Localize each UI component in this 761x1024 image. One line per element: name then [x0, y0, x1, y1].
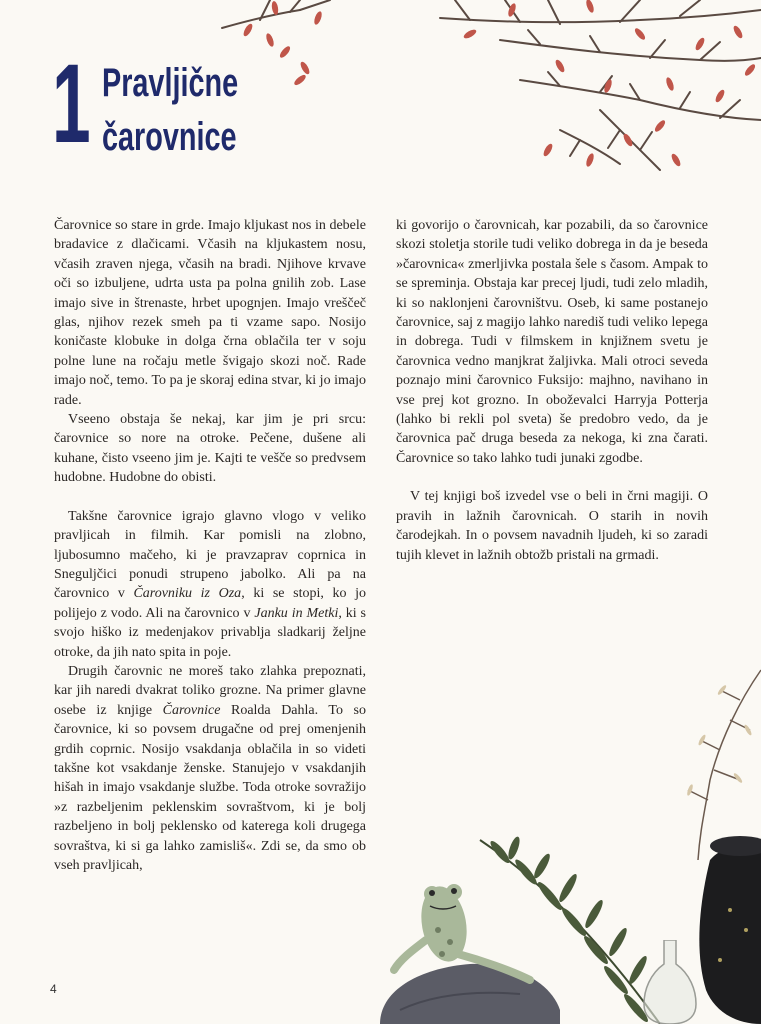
chapter-title-line-1: Pravljične: [102, 61, 239, 105]
chapter-number: 1: [52, 41, 91, 166]
text-span: Takšne čarovnice igrajo glavno vlogo v veliko pravljicah in filmih. Kar pomisli na zlobno, ljubosumno mačeho, ki je pravzaprav coprnica in Sneguljčici ponudi strupeno jabolko. Ali pa na čarovnico v: [54, 508, 366, 602]
frog-on-rock-illustration: [360, 880, 560, 1024]
right-column: [396, 216, 708, 565]
paragraph: Vseeno obstaja še nekaj, kar jim je pri srcu: čarovnice so nore na otroke. Pečene, dušene ali kuhane, čisto vseeno jim je. Kajti te veščе so predvsem hudobne. Hudobne do obisti.: [54, 412, 366, 486]
paragraph: [54, 662, 366, 875]
book-title: Čarovniku iz Oza: [133, 586, 242, 602]
chapter-title-line-2: čarovnice: [102, 115, 237, 159]
paragraph: V tej knjigi boš izvedel vse o beli in črni magiji. O pravih in lažnih čarovnicah. O starih in novih čarodejkah. In o povsem navadnih ljudeh, ki so zaradi tujih klevet in lažnih obtožb pristali na grmadi.: [396, 489, 708, 563]
text-span: Roalda Dahla. To so čarovnice, ki so povsem drugačne od prej omenjenih grdih coprnic. Nosijo vsakdanja oblačila in so videti takšne kot vsakdanje ženske. Stanujejo v vsakdanjih hišah in imajo vsakdanje službe. Toda otroke sovražijo »z razbeljenim peklenskim sovraštvom, ki je bolj razbeljeno in bolj peklensko od katerega koli drugega sovraštva, ki si ga lahko zamisliš«. Zdi se, da smo ob vseh pravljicah,: [54, 702, 366, 873]
text-span: Drugih čarovnic ne moreš tako zlahka prepoznati, kar jih naredi dvakrat toliko grozne. Na primer glavne osebe iz knjige: [54, 663, 366, 718]
page-number: 4: [50, 982, 57, 996]
book-title: Janku in Metki: [254, 605, 339, 621]
cauldron-illustration: [690, 820, 761, 1024]
left-column: [54, 216, 366, 875]
paragraph: ki govorijo o čarovnicah, kar pozabili, da so čarovnice skozi stoletja storile tudi veliko dobrega in da je beseda »čarovnica« zmerljivka postala šele s časom. Ampak to se spreminja. Obstaja kar precej ljudi, tudi zelo mladih, ki so naklonjeni čarovništvu. Oseb, ki same postanejo čarovnice, saj z magijo lahko narediš tudi veliko lepega in dobrega. Tudi v filmskem in knjižnem svetu je čarovnica vedno manjkrat žaljivka. Mali otroci seveda poznajo mini čarovnico Fuksijo: majhno, navihano in vse prej kot grozno. In oboževalci Harryja Potterja (lahko bi rekli pol sveta) še predobro vedo, da je čarovnica pač druga beseda za nekoga, ki zna čarati. Čarovnice so tako lahko tudi junaki zgodbe.: [396, 218, 708, 466]
paragraph: [54, 507, 366, 662]
text-span: , ki se stopi, ko jo polijejo z vodo. Ali na čarovnico v: [54, 586, 366, 621]
chapter-title: [102, 56, 238, 164]
text-span: , ki s svojo hiško iz medenjakov privablja sladkarij željne otroke, da jih nato spita in poje.: [54, 605, 367, 660]
paragraph: Čarovnice so stare in grde. Imajo kljukast nos in debele bradavice z dlačicami. Včasih na kljukastem nosu, včasih zraven njega, včasih na bradi. Njihove krvave oči so izbuljene, udrta usta pa polna gnilih zob. Lase imajo sive in štrenaste, hrbet upognjen. Imajo vreščeč glas, njihov rezek smeh pa ti vzame sapo. Nosijo koničaste klobuke in dolga črna oblačila ter v soju polne lune na ročaju metle švigajo skozi noč. Rade imajo noč, temo. To pa je skoraj edina stvar, ki jo imajo rade.: [54, 218, 366, 408]
book-title: Čarovnice: [162, 702, 221, 718]
